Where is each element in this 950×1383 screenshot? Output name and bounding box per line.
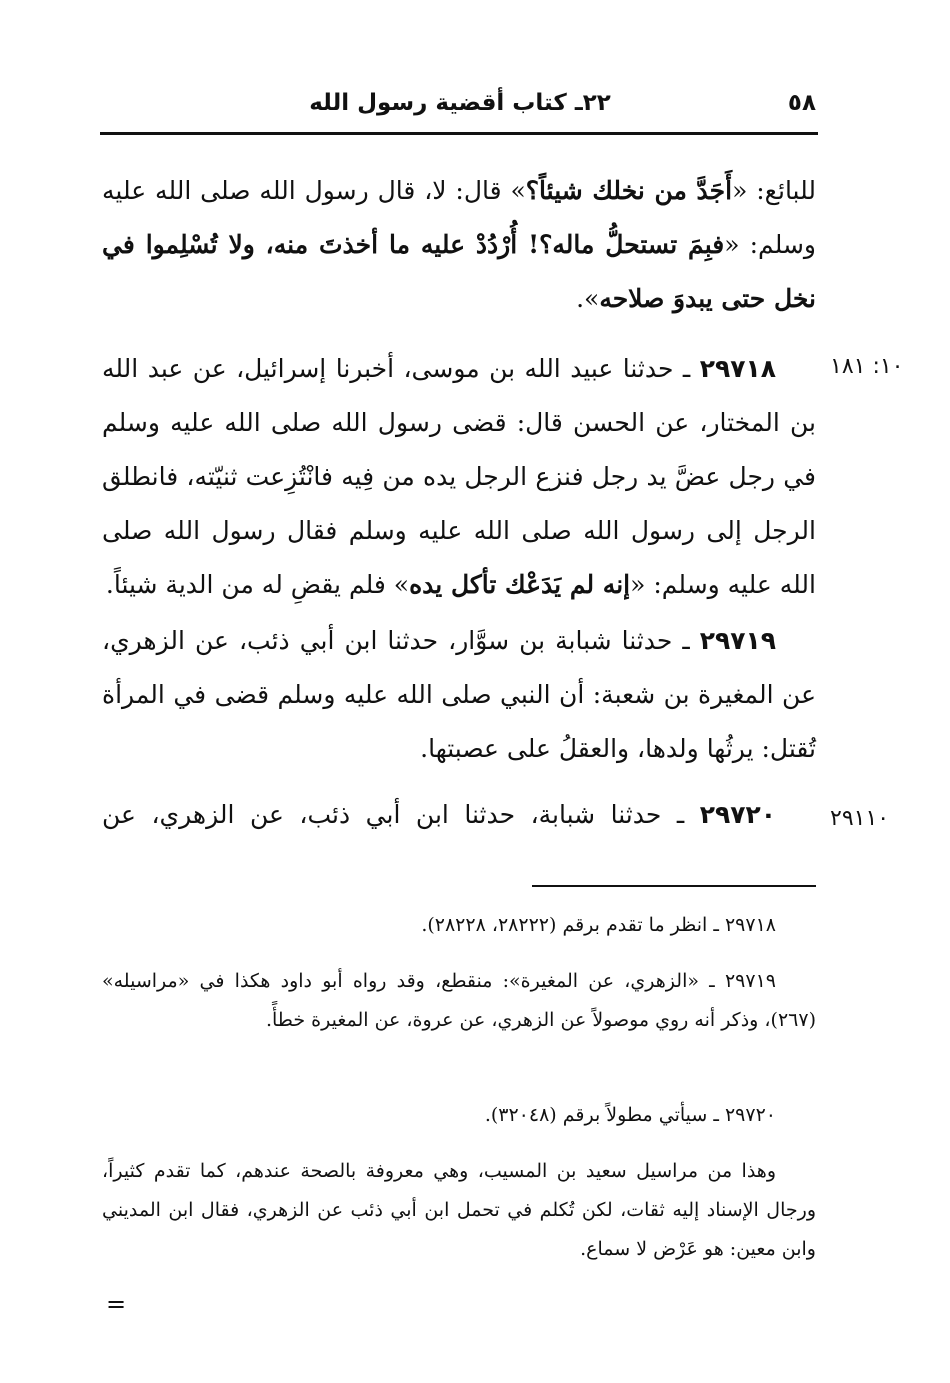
margin-reference: ١٠: ١٨١ — [830, 354, 904, 379]
header-rule — [100, 132, 818, 135]
quoted-text: إنه لم يَدَعْك تأكل يده — [409, 570, 631, 599]
hadith-text: ـ حدثنا شبابة، حدثنا ابن أبي ذئب، عن الزهري، عن — [102, 800, 700, 829]
text-run: » قال: لا، قال رسول الله صلى الله عليه وسلم: « — [102, 176, 816, 259]
page-number: ٥٨ — [787, 90, 816, 116]
chapter-title: ٢٢ـ كتاب أقضية رسول الله — [309, 90, 611, 116]
text-run: للبائع: « — [732, 176, 816, 205]
footnote-29718: ٢٩٧١٨ ـ انظر ما تقدم برقم (٢٨٢٢٢، ٢٨٢٢٨). — [421, 914, 776, 936]
footnote-rule — [532, 885, 816, 887]
hadith-29718 — [102, 342, 816, 612]
hadith-29719 — [102, 614, 816, 776]
quoted-text: أَجَدَّ من نخلك شيئاً؟ — [525, 176, 733, 205]
paragraph-continued — [102, 164, 816, 326]
hadith-text: » فلم يقضِ له من الدية شيئاً. — [105, 570, 410, 599]
running-header — [100, 84, 820, 134]
hadith-29720 — [102, 788, 816, 842]
hadith-text: ـ حدثنا عبيد الله بن موسى، أخبرنا إسرائيل، عن عبد الله بن المختار، عن الحسن قال: قضى رسول الله صلى الله عليه وسلم في رجل عضَّ يد رجل فنزع الرجل يده من فِيه فانْتُزِعت ثنيّته، فانطلق الرجل إلى رسول الله صلى الله عليه وسلم فقال رسول الله صلى الله عليه وسلم: « — [102, 354, 816, 599]
quoted-text: فبِمَ تستحلُّ ماله؟! أُرْدُدْ عليه ما أخذتَ منه، ولا تُسْلِموا في نخل حتى يبدوَ صلاحه — [102, 230, 816, 313]
hadith-number: ٢٩٧١٩ — [699, 626, 776, 655]
hadith-text: ـ حدثنا شبابة بن سوَّار، حدثنا ابن أبي ذئب، عن الزهري، عن المغيرة بن شعبة: أن النبي صلى الله عليه وسلم قضى في المرأة تُقتل: يرثُها ولدها، والعقلُ على عصبتها. — [102, 626, 816, 763]
text-run: ». — [576, 284, 600, 313]
hadith-number: ٢٩٧٢٠ — [699, 800, 776, 829]
footnote-29720: ٢٩٧٢٠ ـ سيأتي مطولاً برقم (٣٢٠٤٨). — [484, 1104, 776, 1126]
footnote-29720-note: وهذا من مراسيل سعيد بن المسيب، وهي معروفة بالصحة عندهم، كما تقدم كثيراً، ورجال الإسناد إليه ثقات، لكن تُكلم في تحمل ابن أبي ذئب عن الزهري، فقال ابن المديني وابن معين: هو عَرْض لا سماع. — [102, 1160, 816, 1260]
continuation-mark: = — [106, 1290, 127, 1318]
hadith-number: ٢٩٧١٨ — [699, 354, 776, 383]
footnote-29719: ٢٩٧١٩ ـ «الزهري، عن المغيرة»: منقطع، وقد رواه أبو داود هكذا في «مراسيله» (٢٦٧)، وذكر أنه روي موصولاً عن الزهري، عن عروة، عن المغيرة خطأً. — [102, 970, 816, 1031]
margin-reference: ٢٩١١٠ — [830, 806, 890, 831]
